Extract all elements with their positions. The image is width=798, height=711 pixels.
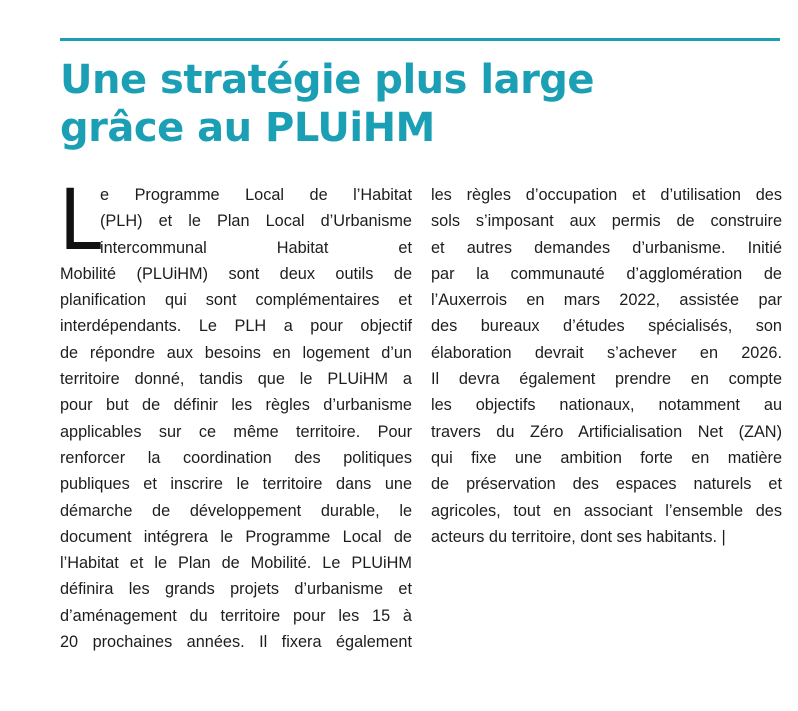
left-text-column <box>59 171 412 655</box>
text-line: l’Habitat et le Plan de Mobilité. Le PLUiHM <box>60 554 412 573</box>
text-line: pour but de définir les règles d’urbanisme <box>60 396 412 415</box>
text-line: publiques et inscrire le territoire dans une <box>60 475 412 494</box>
text-line: 20 prochaines années. Il fixera également <box>60 633 412 652</box>
text-line: renforcer la coordination des politiques <box>60 448 412 467</box>
text-line: élaboration devrait s’achever en 2026. <box>431 343 782 362</box>
title-line: grâce au PLUiHM <box>60 105 435 151</box>
title-line: Une stratégie plus large <box>60 57 595 103</box>
text-line: et autres demandes d’urbanisme. Initié <box>431 238 782 257</box>
text-line: (PLH) et le Plan Local d’Urbanisme <box>100 212 412 231</box>
text-line: Il devra également prendre en compte <box>431 370 782 389</box>
drop-cap: L <box>59 171 102 269</box>
text-line: d’aménagement du territoire pour les 15 à <box>60 606 412 625</box>
article-title <box>60 56 760 152</box>
text-line: applicables sur ce même territoire. Pour <box>60 422 412 441</box>
text-line: l’Auxerrois en mars 2022, assistée par <box>431 291 782 310</box>
text-line: de préservation des espaces naturels et <box>431 475 782 494</box>
right-text-column <box>431 182 782 550</box>
text-line: agricoles, tout en associant l’ensemble des <box>431 501 782 520</box>
text-line: démarche de développement durable, le <box>60 501 412 520</box>
text-line: définira les grands projets d’urbanisme et <box>60 580 412 599</box>
text-line: territoire donné, tandis que le PLUiHM a <box>60 370 412 389</box>
text-line: des bureaux d’études spécialisés, son <box>431 317 782 336</box>
text-line: interdépendants. Le PLH a pour objectif <box>60 317 412 336</box>
text-line: intercommunal Habitat et <box>100 238 412 257</box>
text-line: Mobilité (PLUiHM) sont deux outils de <box>60 264 412 283</box>
text-line: les règles d’occupation et d’utilisation des <box>431 186 782 204</box>
text-line: planification qui sont complémentaires et <box>60 291 412 310</box>
top-divider <box>60 38 780 41</box>
text-line: document intégrera le Programme Local de <box>60 527 412 546</box>
text-line: sols s’imposant aux permis de construire <box>431 212 782 231</box>
text-line: les objectifs nationaux, notamment au <box>431 396 782 415</box>
text-line: par la communauté d’agglomération de <box>431 264 782 283</box>
text-line: e Programme Local de l’Habitat <box>100 186 412 204</box>
text-line: acteurs du territoire, dont ses habitants. | <box>431 527 726 546</box>
text-line: de répondre aux besoins en logement d’un <box>60 343 412 362</box>
text-line: travers du Zéro Artificialisation Net (ZAN) <box>431 422 782 441</box>
text-line: qui fixe une ambition forte en matière <box>431 448 782 467</box>
